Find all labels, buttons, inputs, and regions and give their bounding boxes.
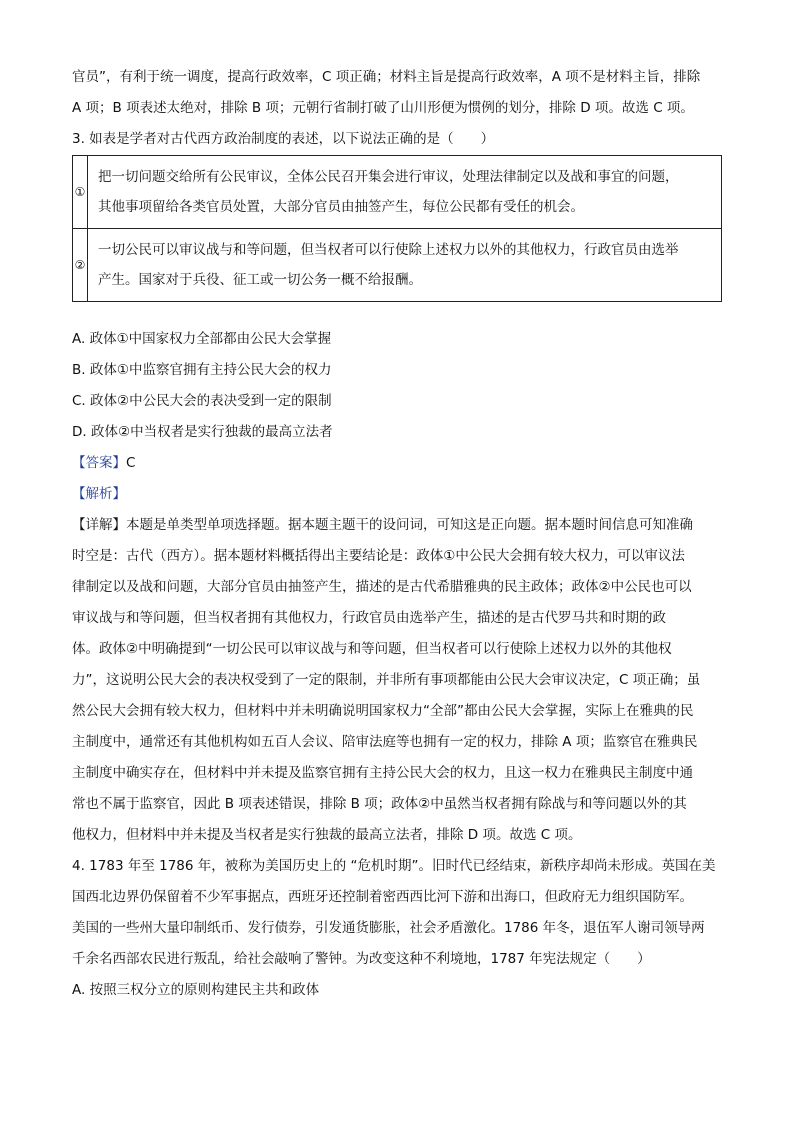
document-page — [72, 62, 724, 1006]
option-c: C. 政体②中公民大会的表决受到一定的限制 — [72, 393, 332, 409]
option-d: D. 政体②中当权者是实行独裁的最高立法者 — [72, 424, 333, 440]
table-cell-line: 把一切问题交给所有公民审议，全体公民召开集会进行审议，处理法律制定以及战和事宜的问题， — [98, 169, 679, 185]
table-row — [73, 229, 722, 302]
text-line: 千余名西部农民进行叛乱，给社会敲响了警钟。为改变这种不利境地，1787 年宪法规定（ ） — [72, 951, 651, 967]
text-line: 律制定以及战和问题，大部分官员由抽签产生，描述的是古代希腊雅典的民主政体；政体②中公民也可以 — [72, 579, 692, 595]
option-a: A. 按照三权分立的原则构建民主共和政体 — [72, 982, 320, 998]
answer-value: C — [126, 455, 136, 471]
option-a: A. 政体①中国家权力全部都由公民大会掌握 — [72, 331, 332, 347]
text-line: 然公民大会拥有较大权力，但材料中并未明确说明国家权力“全部”都由公民大会掌握，实际上在雅典的民 — [72, 703, 694, 719]
text-line: 国西北边界仍保留着不少军事据点，西班牙还控制着密西西比河下游和出海口，但政府无力组织国防军。 — [72, 889, 693, 905]
text-line: 【详解】本题是单类型单项选择题。据本题主题干的设问词，可知这是正向题。据本题时间信息可知准确 — [72, 517, 693, 533]
text-line: 官员”，有利于统一调度，提高行政效率，C 项正确；材料主旨是提高行政效率，A 项不是材料主旨，排除 — [72, 69, 701, 85]
detail-explanation — [72, 510, 724, 851]
table-cell-line: 产生。国家对于兵役、征工或一切公务一概不给报酬。 — [98, 272, 422, 288]
answer-label: 【答案】 — [72, 455, 126, 471]
text-line: 美国的一些州大量印制纸币、发行债券，引发通货膨胀，社会矛盾激化。1786 年冬，退伍军人谢司领导两 — [72, 920, 705, 936]
analysis-label: 【解析】 — [72, 486, 126, 502]
text-line: 主制度中确实存在，但材料中并未提及监察官拥有主持公民大会的权力，且这一权力在雅典民主制度中通 — [72, 765, 693, 781]
answer-line — [72, 448, 724, 479]
row-number: ① — [73, 156, 88, 229]
text-line: 时空是：古代（西方）。据本题材料概括得出主要结论是：政体①中公民大会拥有较大权力，可以审议法 — [72, 548, 685, 564]
text-line: 常也不属于监察官，因此 B 项表述错误，排除 B 项；政体②中虽然当权者拥有除战与和等问题以外的其 — [72, 796, 687, 812]
question-3-options — [72, 324, 724, 448]
table-row — [73, 156, 722, 229]
table-cell-line: 一切公民可以审议战与和等问题，但当权者可以行使除上述权力以外的其他权力，行政官员由选举 — [98, 242, 679, 258]
previous-answer-tail — [72, 62, 724, 124]
question-4-options — [72, 975, 724, 1006]
row-content — [88, 156, 722, 229]
text-line: A 项；B 项表述太绝对，排除 B 项；元朝行省制打破了山川形便为惯例的划分，排除 D 项。故选 C 项。 — [72, 100, 694, 116]
table-cell-line: 其他事项留给各类官员处置，大部分官员由抽签产生，每位公民都有受任的机会。 — [98, 199, 584, 215]
question-3-stem: 3. 如表是学者对古代西方政治制度的表述，以下说法正确的是（ ） — [72, 131, 495, 147]
text-line: 审议战与和等问题，但当权者拥有其他权力，行政官员由选举产生，描述的是古代罗马共和时期的政 — [72, 610, 666, 626]
material-table — [72, 155, 722, 302]
question-4-stem — [72, 851, 724, 975]
text-line: 4. 1783 年至 1786 年，被称为美国历史上的 “危机时期”。旧时代已经结束，新秩序却尚未形成。英国在美 — [72, 858, 716, 874]
row-content — [88, 229, 722, 302]
text-line: 力”，这说明公民大会的表决权受到了一定的限制，并非所有事项都能由公民大会审议决定，C 项正确；虽 — [72, 672, 701, 688]
analysis-label-line — [72, 479, 724, 510]
text-line: 主制度中，通常还有其他机构如五百人会议、陪审法庭等也拥有一定的权力，排除 A 项；监察官在雅典民 — [72, 734, 698, 750]
row-number: ② — [73, 229, 88, 302]
text-line: 体。政体②中明确提到“一切公民可以审议战与和等问题，但当权者可以行使除上述权力以外的其他权 — [72, 641, 672, 657]
option-b: B. 政体①中监察官拥有主持公民大会的权力 — [72, 362, 332, 378]
text-line: 他权力，但材料中并未提及当权者是实行独裁的最高立法者，排除 D 项。故选 C 项。 — [72, 827, 582, 843]
